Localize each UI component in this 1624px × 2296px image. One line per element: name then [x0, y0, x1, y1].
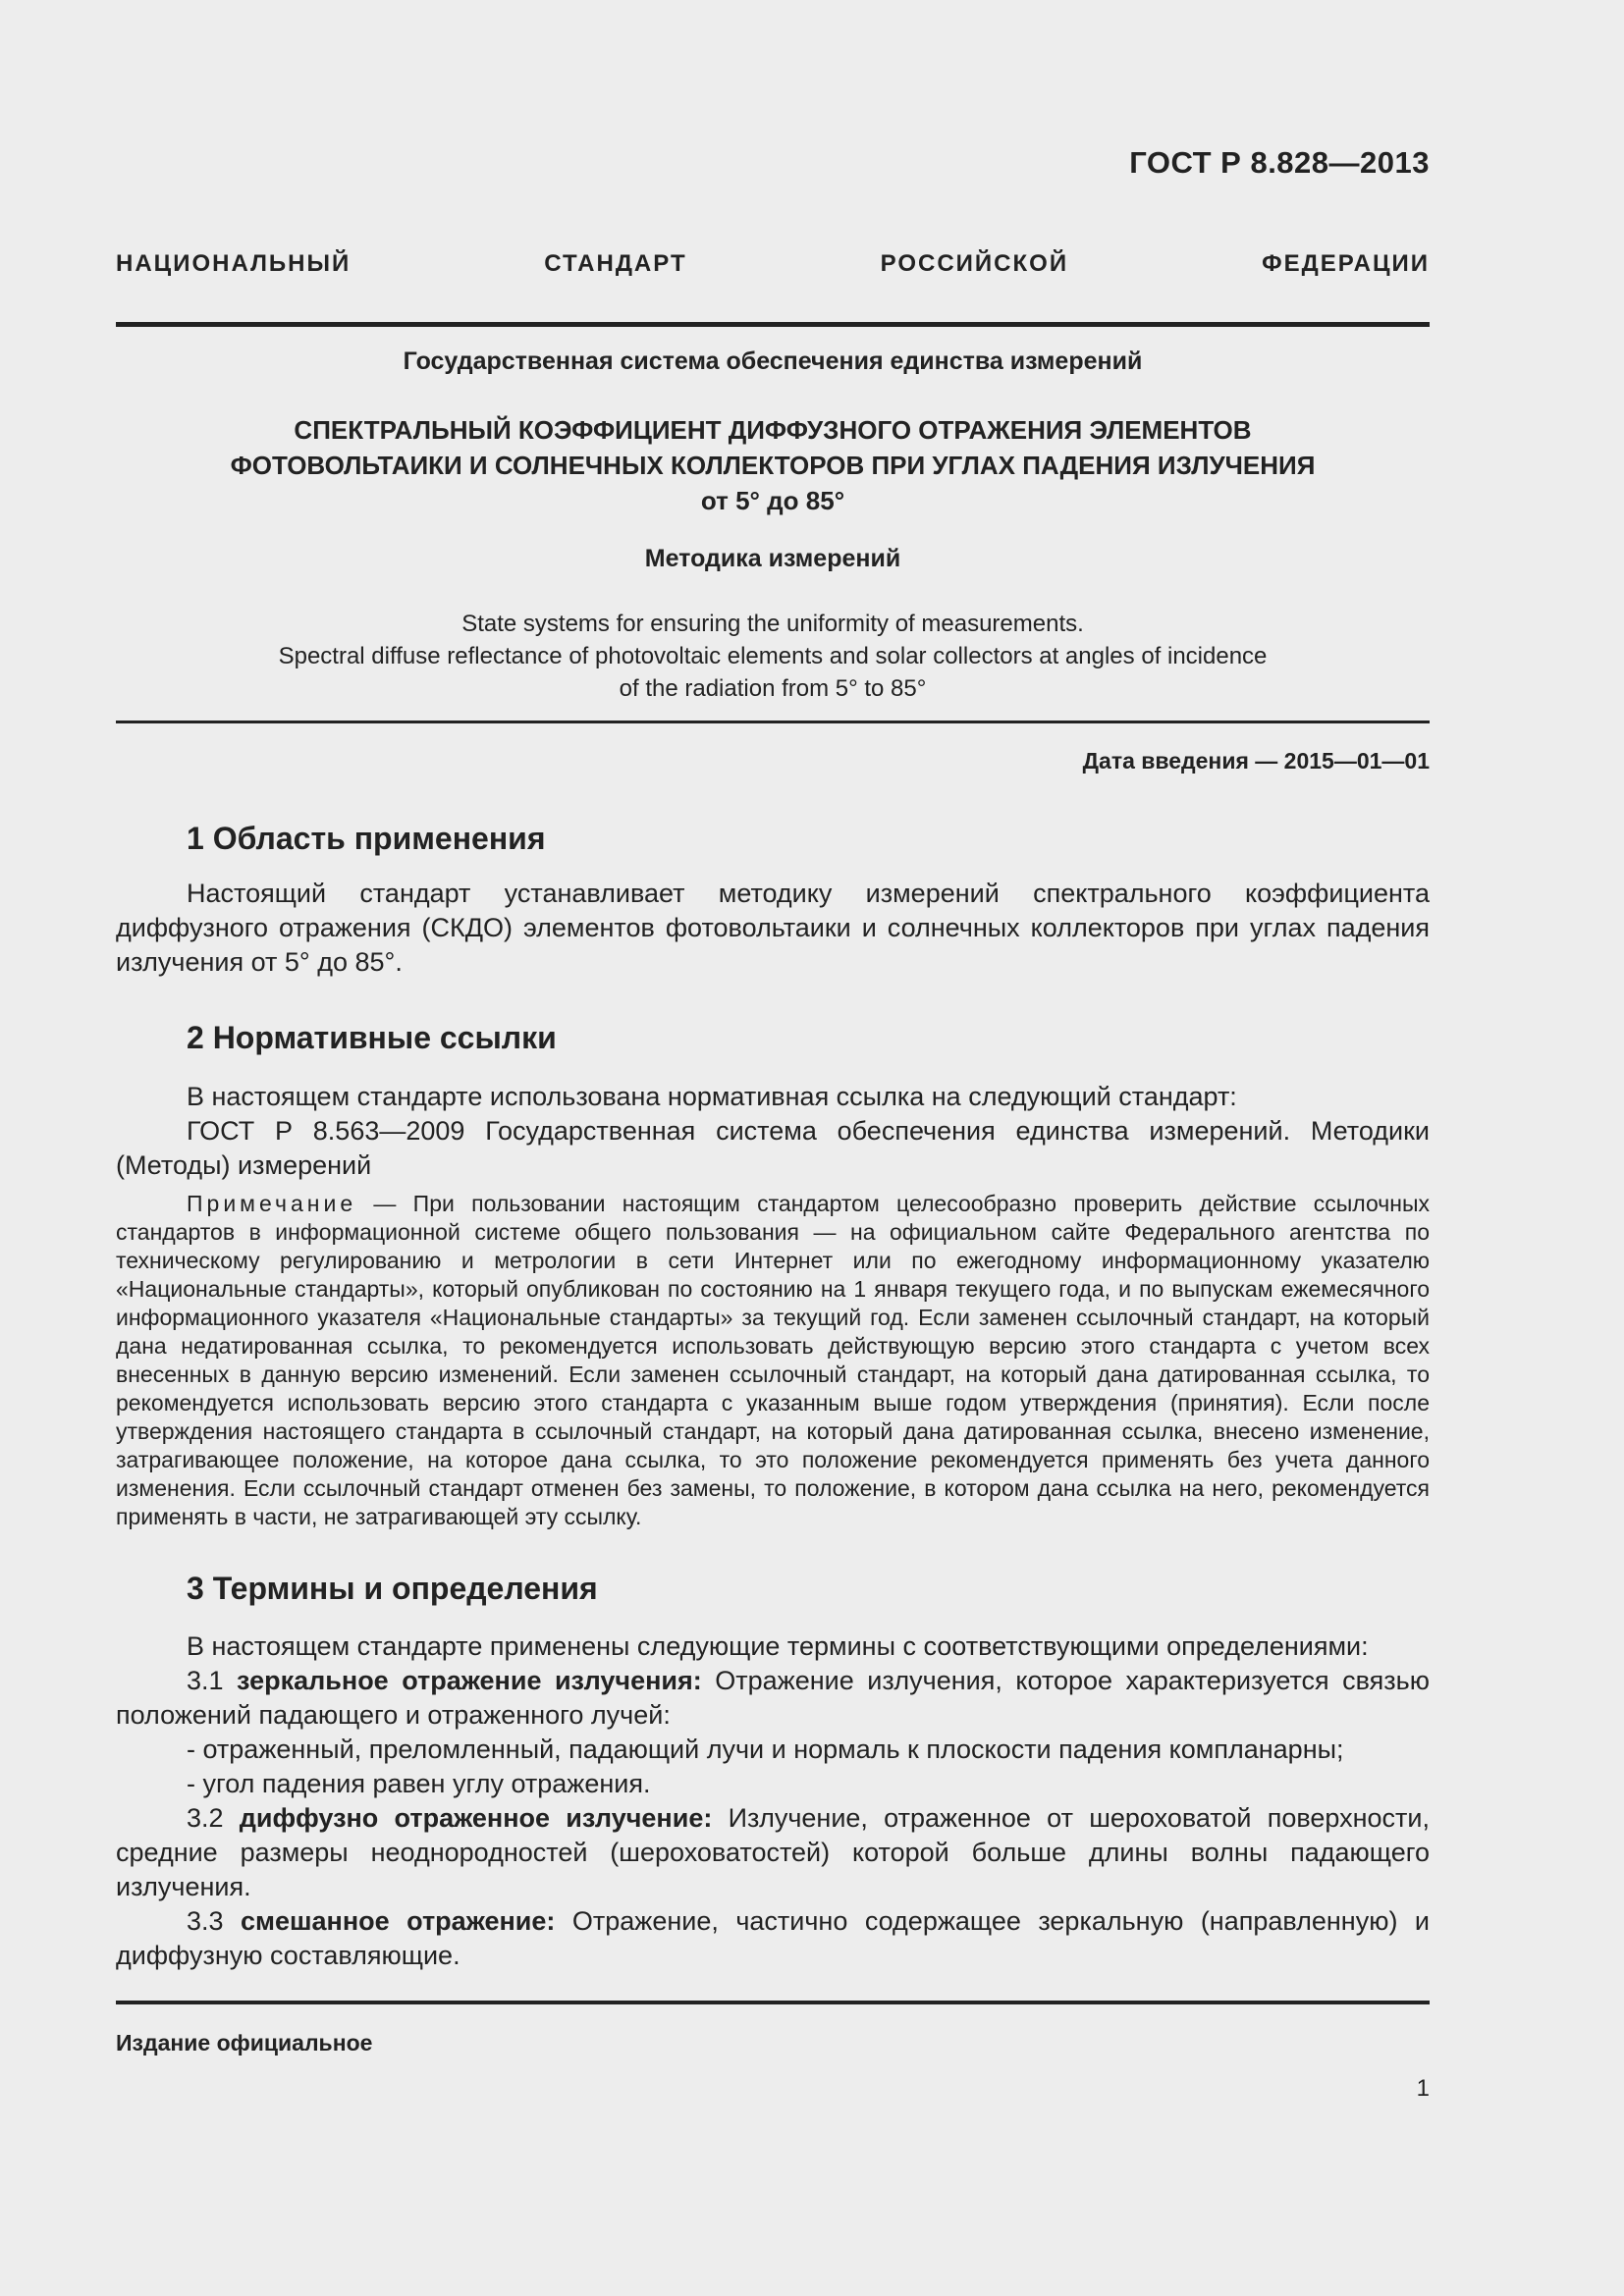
- system-title: Государственная система обеспечения единства измерений: [403, 347, 1143, 375]
- section-1-text: Настоящий стандарт устанавливает методику измерений спектрального коэффициента диффузного отражения (СКДО) элементов фотовольтаики и солнечных коллекторов при углах падения излучения от 5° до 85°.: [116, 879, 1430, 977]
- note-text: — При пользовании настоящим стандартом целесообразно проверить действие ссылочных стандартов в информационной системе общего пользования — на официальном сайте Федерального агентства по техническому регулированию и метрологии в сети Интернет или по ежегодному информационному указателю «Национальные стандарты», который опубликован по состоянию на 1 января текущего года, и по выпускам ежемесячного информационного указателя «Национальные стандарты» за текущий год. Если заменен ссылочный стандарт, на который дана недатированная ссылка, то рекомендуется использовать действующую версию этого стандарта с учетом всех внесенных в данную версию изменений. Если заменен ссылочный стандарт, на который дана датированная ссылка, то рекомендуется использовать версию этого стандарта с указанным выше годом утверждения (принятия). Если после утверждения настоящего стандарта в ссылочный стандарт, на который дана датированная ссылка, внесено изменение, затрагивающее положение, на которое дана ссылка, то это положение рекомендуется применять без учета данного изменения. Если ссылочный стандарт отменен без замены, то положение, в котором дана ссылка на него, рекомендуется применять в части, не затрагивающей эту ссылку.: [116, 1191, 1430, 1529]
- title-line: СПЕКТРАЛЬНЫЙ КОЭФФИЦИЕНТ ДИФФУЗНОГО ОТРАЖЕНИЯ ЭЛЕМЕНТОВ: [294, 415, 1252, 445]
- document-title: [116, 412, 1430, 518]
- page-content: [116, 0, 1430, 2296]
- term-name: диффузно отраженное излучение:: [239, 1803, 713, 1833]
- section-3-heading: 3 Термины и определения: [187, 1571, 598, 1606]
- term-definition: Излучение, отраженное от шероховатой поверхности, средние размеры неоднородностей (шероховатостей) которой больше длины волны падающего излучения.: [116, 1803, 1430, 1901]
- term-number: 3.2: [187, 1803, 240, 1833]
- term-3-1-item: - угол падения равен углу отражения.: [187, 1769, 651, 1798]
- term-3-1: [116, 1664, 1430, 1733]
- term-3-3: [116, 1904, 1430, 1973]
- gost-code: ГОСТ Р 8.828—2013: [1129, 145, 1430, 180]
- section-3-intro: В настоящем стандарте применены следующие термины с соответствующими определениями:: [187, 1631, 1369, 1661]
- national-standard-heading: НАЦИОНАЛЬНЫЙ СТАНДАРТ РОССИЙСКОЙ ФЕДЕРАЦИИ: [116, 250, 1430, 277]
- document-subtitle: Методика измерений: [644, 545, 901, 572]
- english-title-line: of the radiation from 5° to 85°: [619, 675, 927, 702]
- term-number: 3.3: [187, 1906, 242, 1936]
- section-2-heading: 2 Нормативные ссылки: [187, 1020, 557, 1055]
- note-block: [116, 1190, 1430, 1531]
- term-3-2: [116, 1801, 1430, 1904]
- title-line: от 5° до 85°: [700, 486, 845, 515]
- section-1-heading: 1 Область применения: [187, 821, 546, 856]
- term-definition: Отражение излучения, которое характеризуется связью положений падающего и отраженного лучей:: [116, 1666, 1430, 1730]
- term-definition: Отражение, частично содержащее зеркальную (направленную) и диффузную составляющие.: [116, 1906, 1430, 1970]
- section-2-intro: В настоящем стандарте использована нормативная ссылка на следующий стандарт:: [187, 1082, 1237, 1111]
- page-number: 1: [1416, 2075, 1430, 2102]
- official-edition: Издание официальное: [116, 2030, 373, 2056]
- introduction-date: Дата введения — 2015—01—01: [1082, 748, 1430, 774]
- english-title-line: Spectral diffuse reflectance of photovoltaic elements and solar collectors at angles of incidence: [278, 643, 1268, 669]
- term-name: зеркальное отражение излучения:: [237, 1666, 702, 1695]
- header-divider: [116, 322, 1430, 327]
- footer-divider: [116, 2001, 1430, 2004]
- english-title-line: State systems for ensuring the uniformity of measurements.: [461, 611, 1084, 637]
- note-label: Примечание: [187, 1191, 357, 1216]
- normative-reference: ГОСТ Р 8.563—2009 Государственная система обеспечения единства измерений. Методики (Методы) измерений: [116, 1116, 1430, 1180]
- term-name: смешанное отражение:: [241, 1906, 556, 1936]
- term-number: 3.1: [187, 1666, 238, 1695]
- title-line: ФОТОВОЛЬТАИКИ И СОЛНЕЧНЫХ КОЛЛЕКТОРОВ ПРИ УГЛАХ ПАДЕНИЯ ИЗЛУЧЕНИЯ: [230, 451, 1316, 480]
- term-3-1-item: - отраженный, преломленный, падающий лучи и нормаль к плоскости падения компланарны;: [187, 1735, 1344, 1764]
- title-divider: [116, 721, 1430, 723]
- section-3-body: [116, 1629, 1430, 1973]
- english-title: [116, 608, 1430, 705]
